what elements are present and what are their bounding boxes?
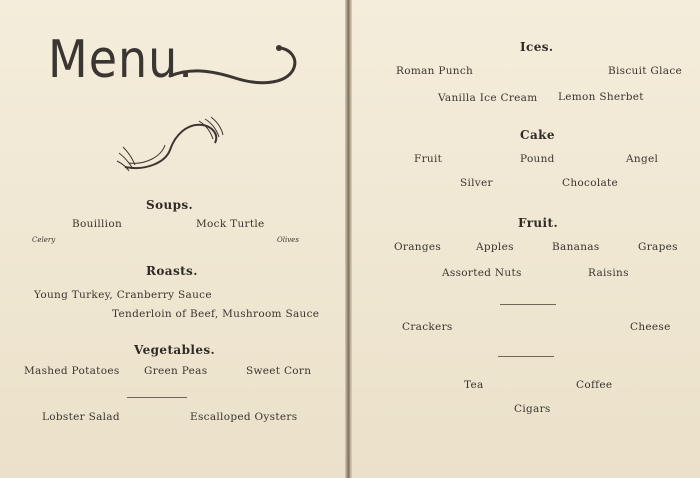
- menu-title: Menu.: [48, 28, 194, 90]
- fruit-item: Assorted Nuts: [442, 267, 522, 279]
- ice-item: Lemon Sherbet: [558, 91, 644, 103]
- vegetable-item: Mashed Potatoes: [24, 365, 120, 377]
- ice-item: Roman Punch: [396, 65, 474, 77]
- cake-item: Angel: [626, 153, 659, 165]
- cake-item: Pound: [520, 153, 555, 165]
- ice-item: Vanilla Ice Cream: [438, 92, 538, 104]
- title-flourish-icon: [165, 40, 300, 95]
- cake-item: Silver: [460, 177, 493, 189]
- vegetables-heading: Vegetables.: [134, 343, 216, 357]
- beverage-item: Cigars: [514, 403, 551, 415]
- cake-heading: Cake: [520, 128, 555, 142]
- soup-item: Mock Turtle: [196, 218, 265, 230]
- left-menu-page: [0, 0, 348, 478]
- section-divider: [500, 304, 556, 305]
- vegetable-item: Sweet Corn: [246, 365, 312, 377]
- fruit-item: Apples: [476, 241, 514, 253]
- cheese-course-item: Crackers: [402, 321, 453, 333]
- soups-heading: Soups.: [146, 198, 194, 212]
- extra-dish-item: Lobster Salad: [42, 411, 120, 423]
- extra-dish-item: Escalloped Oysters: [190, 411, 298, 423]
- vegetable-item: Green Peas: [144, 365, 208, 377]
- soup-side-item: Celery: [32, 236, 56, 244]
- fruit-item: Grapes: [638, 241, 678, 253]
- beverage-item: Coffee: [576, 379, 613, 391]
- cheese-course-item: Cheese: [630, 321, 671, 333]
- fruit-item: Bananas: [552, 241, 600, 253]
- ices-heading: Ices.: [520, 40, 554, 54]
- fruit-item: Raisins: [588, 267, 629, 279]
- soup-item: Bouillion: [72, 218, 123, 230]
- fruit-heading: Fruit.: [518, 216, 559, 230]
- roasts-heading: Roasts.: [146, 264, 198, 278]
- beverage-item: Tea: [464, 379, 484, 391]
- section-divider: [498, 356, 554, 357]
- cake-item: Fruit: [414, 153, 443, 165]
- scroll-ornament-icon: [115, 115, 225, 175]
- ice-item: Biscuit Glace: [608, 65, 683, 77]
- section-divider: [127, 397, 187, 398]
- roast-item: Young Turkey, Cranberry Sauce: [34, 289, 212, 301]
- soup-side-item: Olives: [277, 236, 299, 244]
- cake-item: Chocolate: [562, 177, 619, 189]
- roast-item: Tenderloin of Beef, Mushroom Sauce: [112, 308, 320, 320]
- right-menu-page: [352, 0, 700, 478]
- fruit-item: Oranges: [394, 241, 442, 253]
